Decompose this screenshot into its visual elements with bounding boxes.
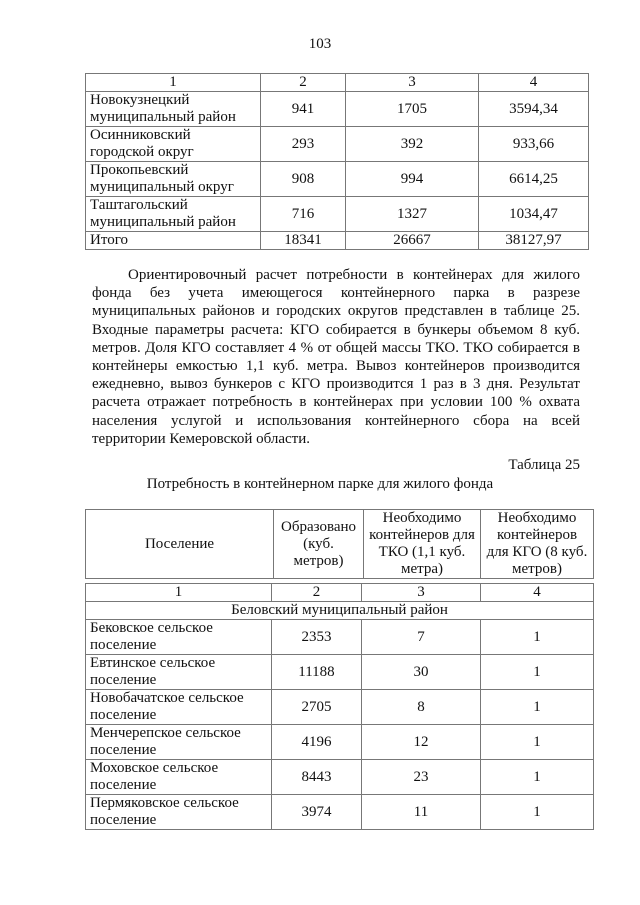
table-row [86,92,589,127]
cell: 994 [346,162,479,197]
table-row [86,725,594,760]
body-paragraph: Ориентировочный расчет потребности в контейнерах для жилого фонда без учета имеющегося контейнерного парка в разрезе муниципальных районов и городских округов представлен в таблице 25. Входные параметры расчета: КГО собирается в бункеры объемом 8 куб. метров. Доля КГО составляет 4 % от общей массы ТКО. ТКО собирается в контейнеры емкостью 1,1 куб. метра. Вывоз контейнеров производится ежедневно, вывоз бункеров с КГО производится 1 раз в 3 дня. Результат расчета отражает потребность в контейнерах при условии 100 % охвата населения услугой и использования контейнерного сбора на всей территории Кемеровской области. [92,267,580,447]
table-row [86,620,594,655]
row-name: Прокопьевский муниципальный округ [86,162,261,197]
cell: 1 [481,795,594,830]
cell: 8 [362,690,481,725]
cell: 941 [261,92,346,127]
cell: 8443 [272,760,362,795]
cell: 4196 [272,725,362,760]
header-cell: 2 [261,74,346,92]
header-cell: 1 [86,74,261,92]
cell: 1 [481,690,594,725]
cell: 716 [261,197,346,232]
column-header-generated: Образовано (куб. метров) [274,510,364,579]
cell: 12 [362,725,481,760]
total-row [86,232,589,250]
cell: 11188 [272,655,362,690]
column-number-row [86,74,589,92]
table-row [86,197,589,232]
table-header [85,509,594,579]
cell: 392 [346,127,479,162]
table-row [86,655,594,690]
cell: 1327 [346,197,479,232]
total-label: Итого [86,232,261,250]
header-cell: 4 [481,584,594,602]
row-name: Таштагольский муниципальный район [86,197,261,232]
table-row [86,760,594,795]
cell: 2705 [272,690,362,725]
header-cell: 3 [362,584,481,602]
cell: 1 [481,620,594,655]
summary-table-continued [85,73,589,250]
row-name: Новобачатское сельское поселение [86,690,272,725]
table-row [86,690,594,725]
row-name: Новокузнецкий муниципальный район [86,92,261,127]
cell: 933,66 [479,127,589,162]
cell: 6614,25 [479,162,589,197]
district-row [86,602,594,620]
header-cell: 2 [272,584,362,602]
cell: 1 [481,655,594,690]
cell: 3594,34 [479,92,589,127]
column-number-row [86,584,594,602]
cell: 38127,97 [479,232,589,250]
cell: 26667 [346,232,479,250]
page-number: 103 [308,36,332,52]
cell: 7 [362,620,481,655]
row-name: Пермяковское сельское поселение [86,795,272,830]
container-needs-table [85,583,594,830]
cell: 908 [261,162,346,197]
table-row [86,795,594,830]
cell: 3974 [272,795,362,830]
table-row [86,127,589,162]
column-header-kgo-containers: Необходимо контейнеров для КГО (8 куб. метров) [481,510,594,579]
row-name: Моховское сельское поселение [86,760,272,795]
table-title: Потребность в контейнерном парке для жилого фонда [146,476,494,492]
cell: 1034,47 [479,197,589,232]
row-name: Менчерепское сельское поселение [86,725,272,760]
district-name: Беловский муниципальный район [86,602,594,620]
row-name: Евтинское сельское поселение [86,655,272,690]
cell: 18341 [261,232,346,250]
cell: 1705 [346,92,479,127]
table-row [86,162,589,197]
cell: 293 [261,127,346,162]
row-name: Осинниковский городской округ [86,127,261,162]
header-cell: 4 [479,74,589,92]
column-header-tko-containers: Необходимо контейнеров для ТКО (1,1 куб. метра) [364,510,481,579]
header-cell: 1 [86,584,272,602]
cell: 23 [362,760,481,795]
cell: 2353 [272,620,362,655]
header-cell: 3 [346,74,479,92]
table-number: Таблица 25 [508,457,580,473]
cell: 1 [481,725,594,760]
cell: 1 [481,760,594,795]
row-name: Бековское сельское поселение [86,620,272,655]
cell: 11 [362,795,481,830]
cell: 30 [362,655,481,690]
column-header-settlement: Поселение [86,510,274,579]
